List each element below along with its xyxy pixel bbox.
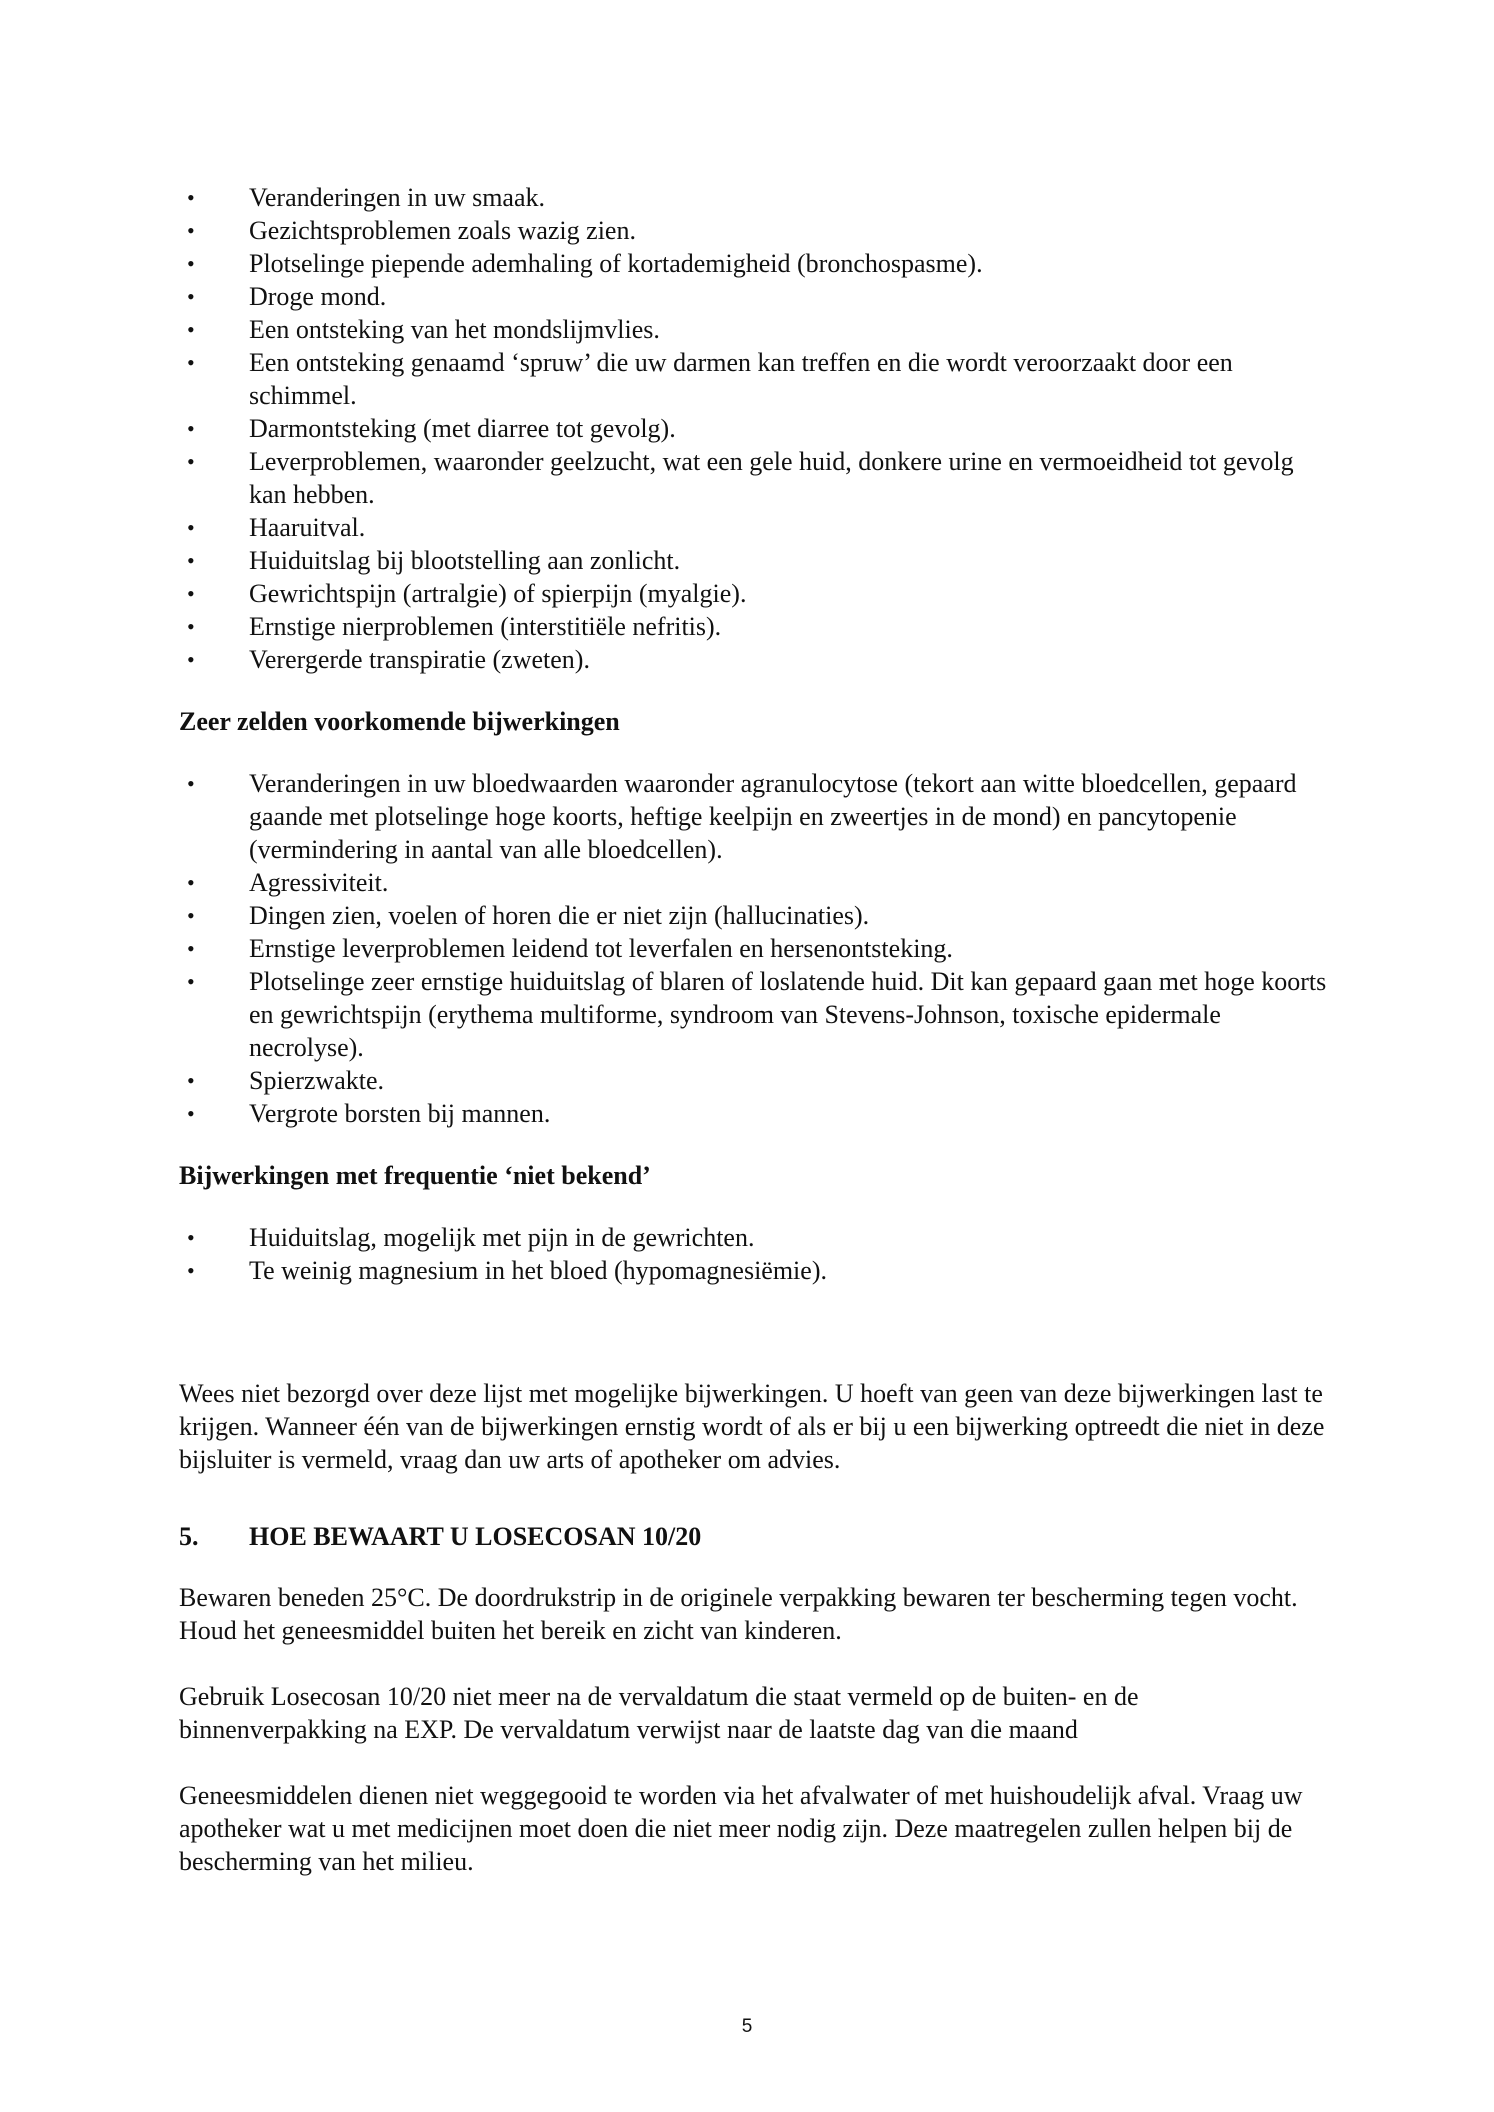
bullet-icon: •: [187, 581, 195, 606]
bullet-icon: •: [187, 1258, 195, 1283]
list-item: • Gezichtsproblemen zoals wazig zien.: [187, 216, 636, 245]
bullet-icon: •: [187, 870, 195, 895]
bullet-icon: •: [187, 515, 195, 540]
list-item: • Plotselinge piepende ademhaling of kortademigheid (bronchospasme).: [187, 249, 983, 278]
list-item: • Plotselinge zeer ernstige huiduitslag of blaren of loslatende huid. Dit kan gepaard gaan met hoge koorts en gewrichtspijn (erythema multiforme, syndroom van Stevens-Johnson, toxische epidermale necrolyse).: [187, 967, 1327, 1062]
heading-frequency-unknown: Bijwerkingen met frequentie ‘niet bekend’: [179, 1161, 651, 1190]
list-item: • Dingen zien, voelen of horen die er niet zijn (hallucinaties).: [187, 901, 870, 930]
list-item: • Agressiviteit.: [187, 868, 389, 897]
side-effects-list-rare: [179, 181, 1329, 676]
list-item: • Huiduitslag bij blootstelling aan zonlicht.: [187, 546, 681, 575]
bullet-icon: •: [187, 416, 195, 441]
keep-away-children: Houd het geneesmiddel buiten het bereik en zicht van kinderen.: [179, 1616, 842, 1645]
spacer: [179, 1287, 1329, 1377]
list-item: • Een ontsteking van het mondslijmvlies.: [187, 315, 660, 344]
list-item: • Te weinig magnesium in het bloed (hypomagnesiëmie).: [187, 1256, 827, 1285]
bullet-icon: •: [187, 1225, 195, 1250]
heading-very-rare: Zeer zelden voorkomende bijwerkingen: [179, 707, 620, 736]
bullet-icon: •: [187, 1068, 195, 1093]
bullet-icon: •: [187, 969, 195, 994]
bullet-icon: •: [187, 350, 195, 375]
bullet-icon: •: [187, 185, 195, 210]
list-item: • Ernstige nierproblemen (interstitiële nefritis).: [187, 612, 722, 641]
list-item: • Huiduitslag, mogelijk met pijn in de gewrichten.: [187, 1223, 755, 1252]
spacer: [179, 1746, 1329, 1779]
paragraph-dont-worry: Wees niet bezorgd over deze lijst met mogelijke bijwerkingen. U hoeft van geen van deze bijwerkingen last te krijgen. Wanneer één van de bijwerkingen ernstig wordt of als er bij u een bijwerking optreedt die niet in deze bijsluiter is vermeld, vraag dan uw arts of apotheker om advies.: [179, 1379, 1325, 1474]
bullet-icon: •: [187, 548, 195, 573]
section-title: HOE BEWAART U LOSECOSAN 10/20: [249, 1522, 702, 1551]
page-number: 5: [741, 2016, 753, 2037]
list-item: • Spierzwakte.: [187, 1066, 385, 1095]
list-item: • Vergrote borsten bij mannen.: [187, 1099, 551, 1128]
list-item: • Ernstige leverproblemen leidend tot leverfalen en hersenontsteking.: [187, 934, 953, 963]
spacer: [179, 1647, 1329, 1680]
bullet-icon: •: [187, 317, 195, 342]
storage-instruction: Bewaren beneden 25°C. De doordrukstrip in de originele verpakking bewaren ter bescherming tegen vocht.: [179, 1583, 1298, 1612]
list-item: • Haaruitval.: [187, 513, 366, 542]
page-content: [179, 181, 1329, 1878]
bullet-icon: •: [187, 903, 195, 928]
bullet-icon: •: [187, 614, 195, 639]
section-number: 5.: [179, 1522, 199, 1551]
list-item: • Darmontsteking (met diarree tot gevolg).: [187, 414, 676, 443]
bullet-icon: •: [187, 771, 195, 796]
bullet-icon: •: [187, 251, 195, 276]
list-item: • Gewrichtspijn (artralgie) of spierpijn (myalgie).: [187, 579, 747, 608]
list-item: • Leverproblemen, waaronder geelzucht, wat een gele huid, donkere urine en vermoeidheid tot gevolg kan hebben.: [187, 447, 1294, 509]
list-item: • Een ontsteking genaamd ‘spruw’ die uw darmen kan treffen en die wordt veroorzaakt door een schimmel.: [187, 348, 1233, 410]
side-effects-list-very-rare: [179, 767, 1329, 1130]
list-item: • Verergerde transpiratie (zweten).: [187, 645, 590, 674]
bullet-icon: •: [187, 936, 195, 961]
side-effects-list-unknown: [179, 1221, 1329, 1287]
list-item: • Veranderingen in uw smaak.: [187, 183, 546, 212]
bullet-icon: •: [187, 1101, 195, 1126]
bullet-icon: •: [187, 449, 195, 474]
list-item: • Veranderingen in uw bloedwaarden waaronder agranulocytose (tekort aan witte bloedcellen, gepaard gaande met plotselinge hoge koorts, heftige keelpijn en zweertjes in de mond) en pancytopenie (vermindering in aantal van alle bloedcellen).: [187, 769, 1297, 864]
section-heading-5: [179, 1520, 1329, 1553]
bullet-icon: •: [187, 218, 195, 243]
expiry-paragraph: Gebruik Losecosan 10/20 niet meer na de vervaldatum die staat vermeld op de buiten- en de binnenverpakking na EXP. De vervaldatum verwijst naar de laatste dag van die maand: [179, 1682, 1139, 1744]
bullet-icon: •: [187, 284, 195, 309]
disposal-paragraph: Geneesmiddelen dienen niet weggegooid te worden via het afvalwater of met huishoudelijk afval. Vraag uw apotheker wat u met medicijnen moet doen die niet meer nodig zijn. Deze maatregelen zullen helpen bij de bescherming van het milieu.: [179, 1781, 1303, 1876]
bullet-icon: •: [187, 647, 195, 672]
list-item: • Droge mond.: [187, 282, 387, 311]
